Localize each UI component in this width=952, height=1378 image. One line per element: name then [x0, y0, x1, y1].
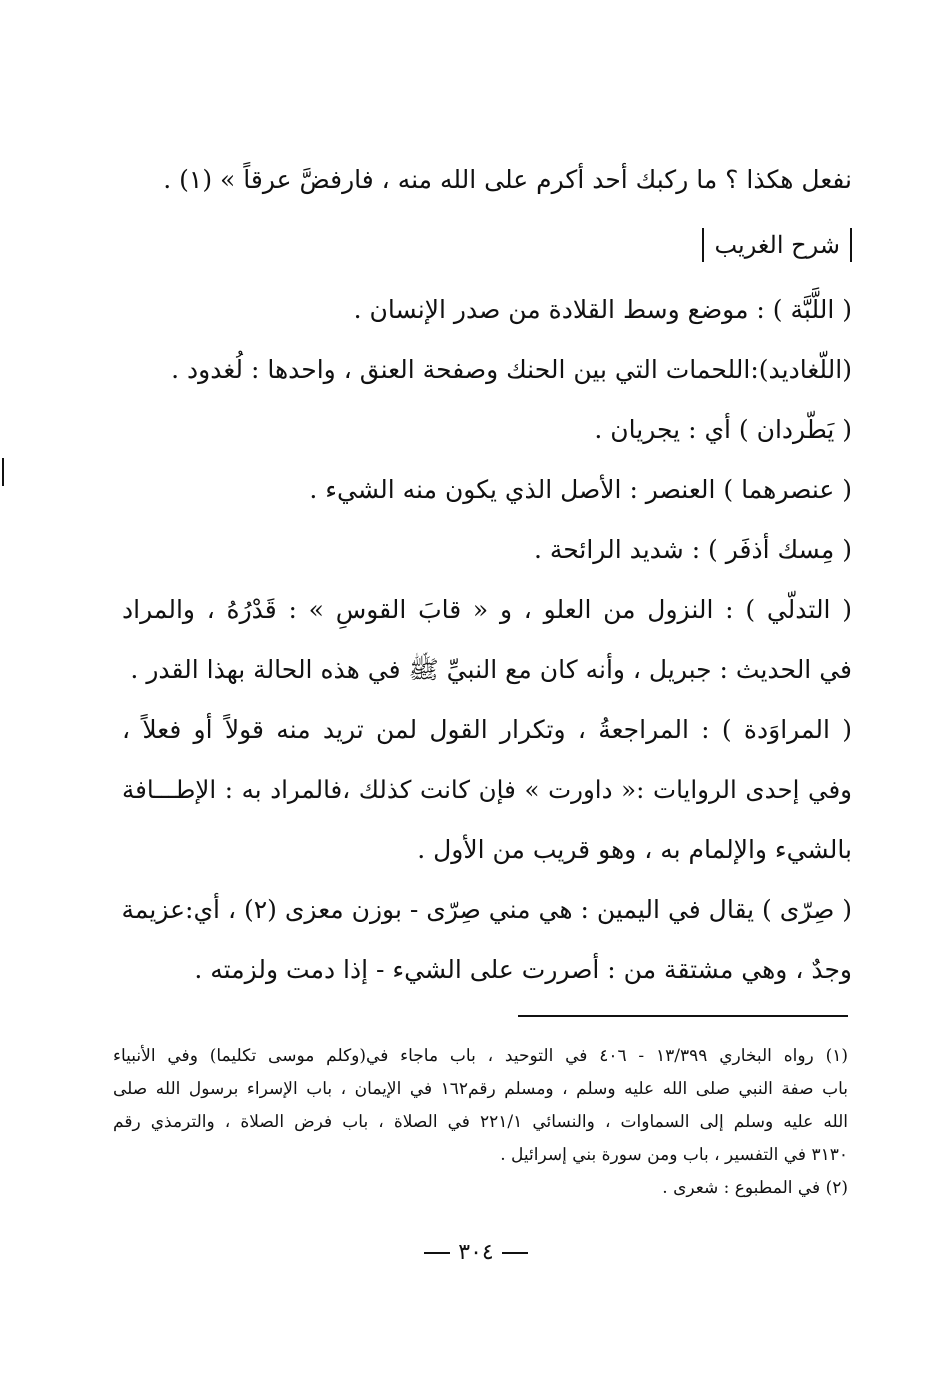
text-line: ( عنصرهما ) العنصر : الأصل الذي يكون منه الشيء . — [309, 475, 852, 504]
page-number-dash — [502, 1252, 528, 1254]
text-line: ( يَطّردان ) أي : يجريان . — [594, 415, 852, 444]
footnote-line: الله عليه وسلم إلى السماوات ، والنسائي ٢٢١/١ في الصلاة ، باب فرض الصلاة ، والترمذي رقم — [113, 1112, 848, 1132]
text-line: ( المراوَدة ) : المراجعةُ ، وتكرار القول لمن تريد منه قولاً أو فعلاً ، — [122, 715, 852, 744]
section-heading-row — [122, 210, 852, 280]
margin-mark — [2, 458, 4, 486]
text-line: ( اللَّبَّة ) : موضع وسط القلادة من صدر الإنسان . — [353, 295, 852, 324]
footnote-line: ٣١٣٠ في التفسير ، باب ومن سورة بني إسرائيل . — [500, 1145, 848, 1165]
section-heading: شرح الغريب — [702, 228, 852, 262]
footnote-line: (١) رواه البخاري ١٣/٣٩٩ - ٤٠٦ في التوحيد ، باب ماجاء في(وكلم موسى تكليما) وفي الأنبياء — [113, 1046, 848, 1066]
text-line: بالشيء والإلمام به ، وهو قريب من الأول . — [417, 835, 852, 864]
page-number-text: ٣٠٤ — [458, 1240, 494, 1265]
text-line: وفي إحدى الروايات :« داورت » فإن كانت كذلك ،فالمراد به : الإطـــافة — [122, 775, 852, 804]
footnote-divider — [518, 1015, 848, 1017]
footnote-line: (٢) في المطبوع : شعرى . — [662, 1178, 848, 1198]
text-line: في الحديث : جبريل ، وأنه كان مع النبيِّ ﷺ في هذه الحالة بهذا القدر . — [130, 655, 852, 684]
text-line: نفعل هكذا ؟ ما ركبك أحد أكرم على الله منه ، فارفضَّ عرقاً » (١) . — [163, 165, 852, 194]
text-line: وجدٌ ، وهي مشتقة من : أصررت على الشيء - إذا دمت ولزمته . — [194, 955, 852, 984]
footnote-line: باب صفة النبي صلى الله عليه وسلم ، ومسلم رقم١٦٢ في الإيمان ، باب الإسراء برسول الله صلى — [113, 1079, 848, 1099]
text-line: ( مِسك أذفَر ) : شديد الرائحة . — [533, 535, 852, 564]
footnotes — [113, 1040, 848, 1205]
text-line: (اللّغاديد):اللحمات التي بين الحنك وصفحة العنق ، واحدها : لُغدود . — [171, 355, 852, 384]
text-line: ( التدلّي ) : النزول من العلو ، و « قابَ القوسِ » : قَدْرُهُ ، والمراد — [122, 595, 852, 624]
page-number — [0, 1240, 952, 1265]
page-number-dash — [424, 1252, 450, 1254]
main-text — [122, 150, 852, 1000]
text-line: ( صِرّى ) يقال في اليمين : هي مني صِرّى - بوزن معزى (٢) ، أي:عزيمة — [121, 895, 852, 924]
